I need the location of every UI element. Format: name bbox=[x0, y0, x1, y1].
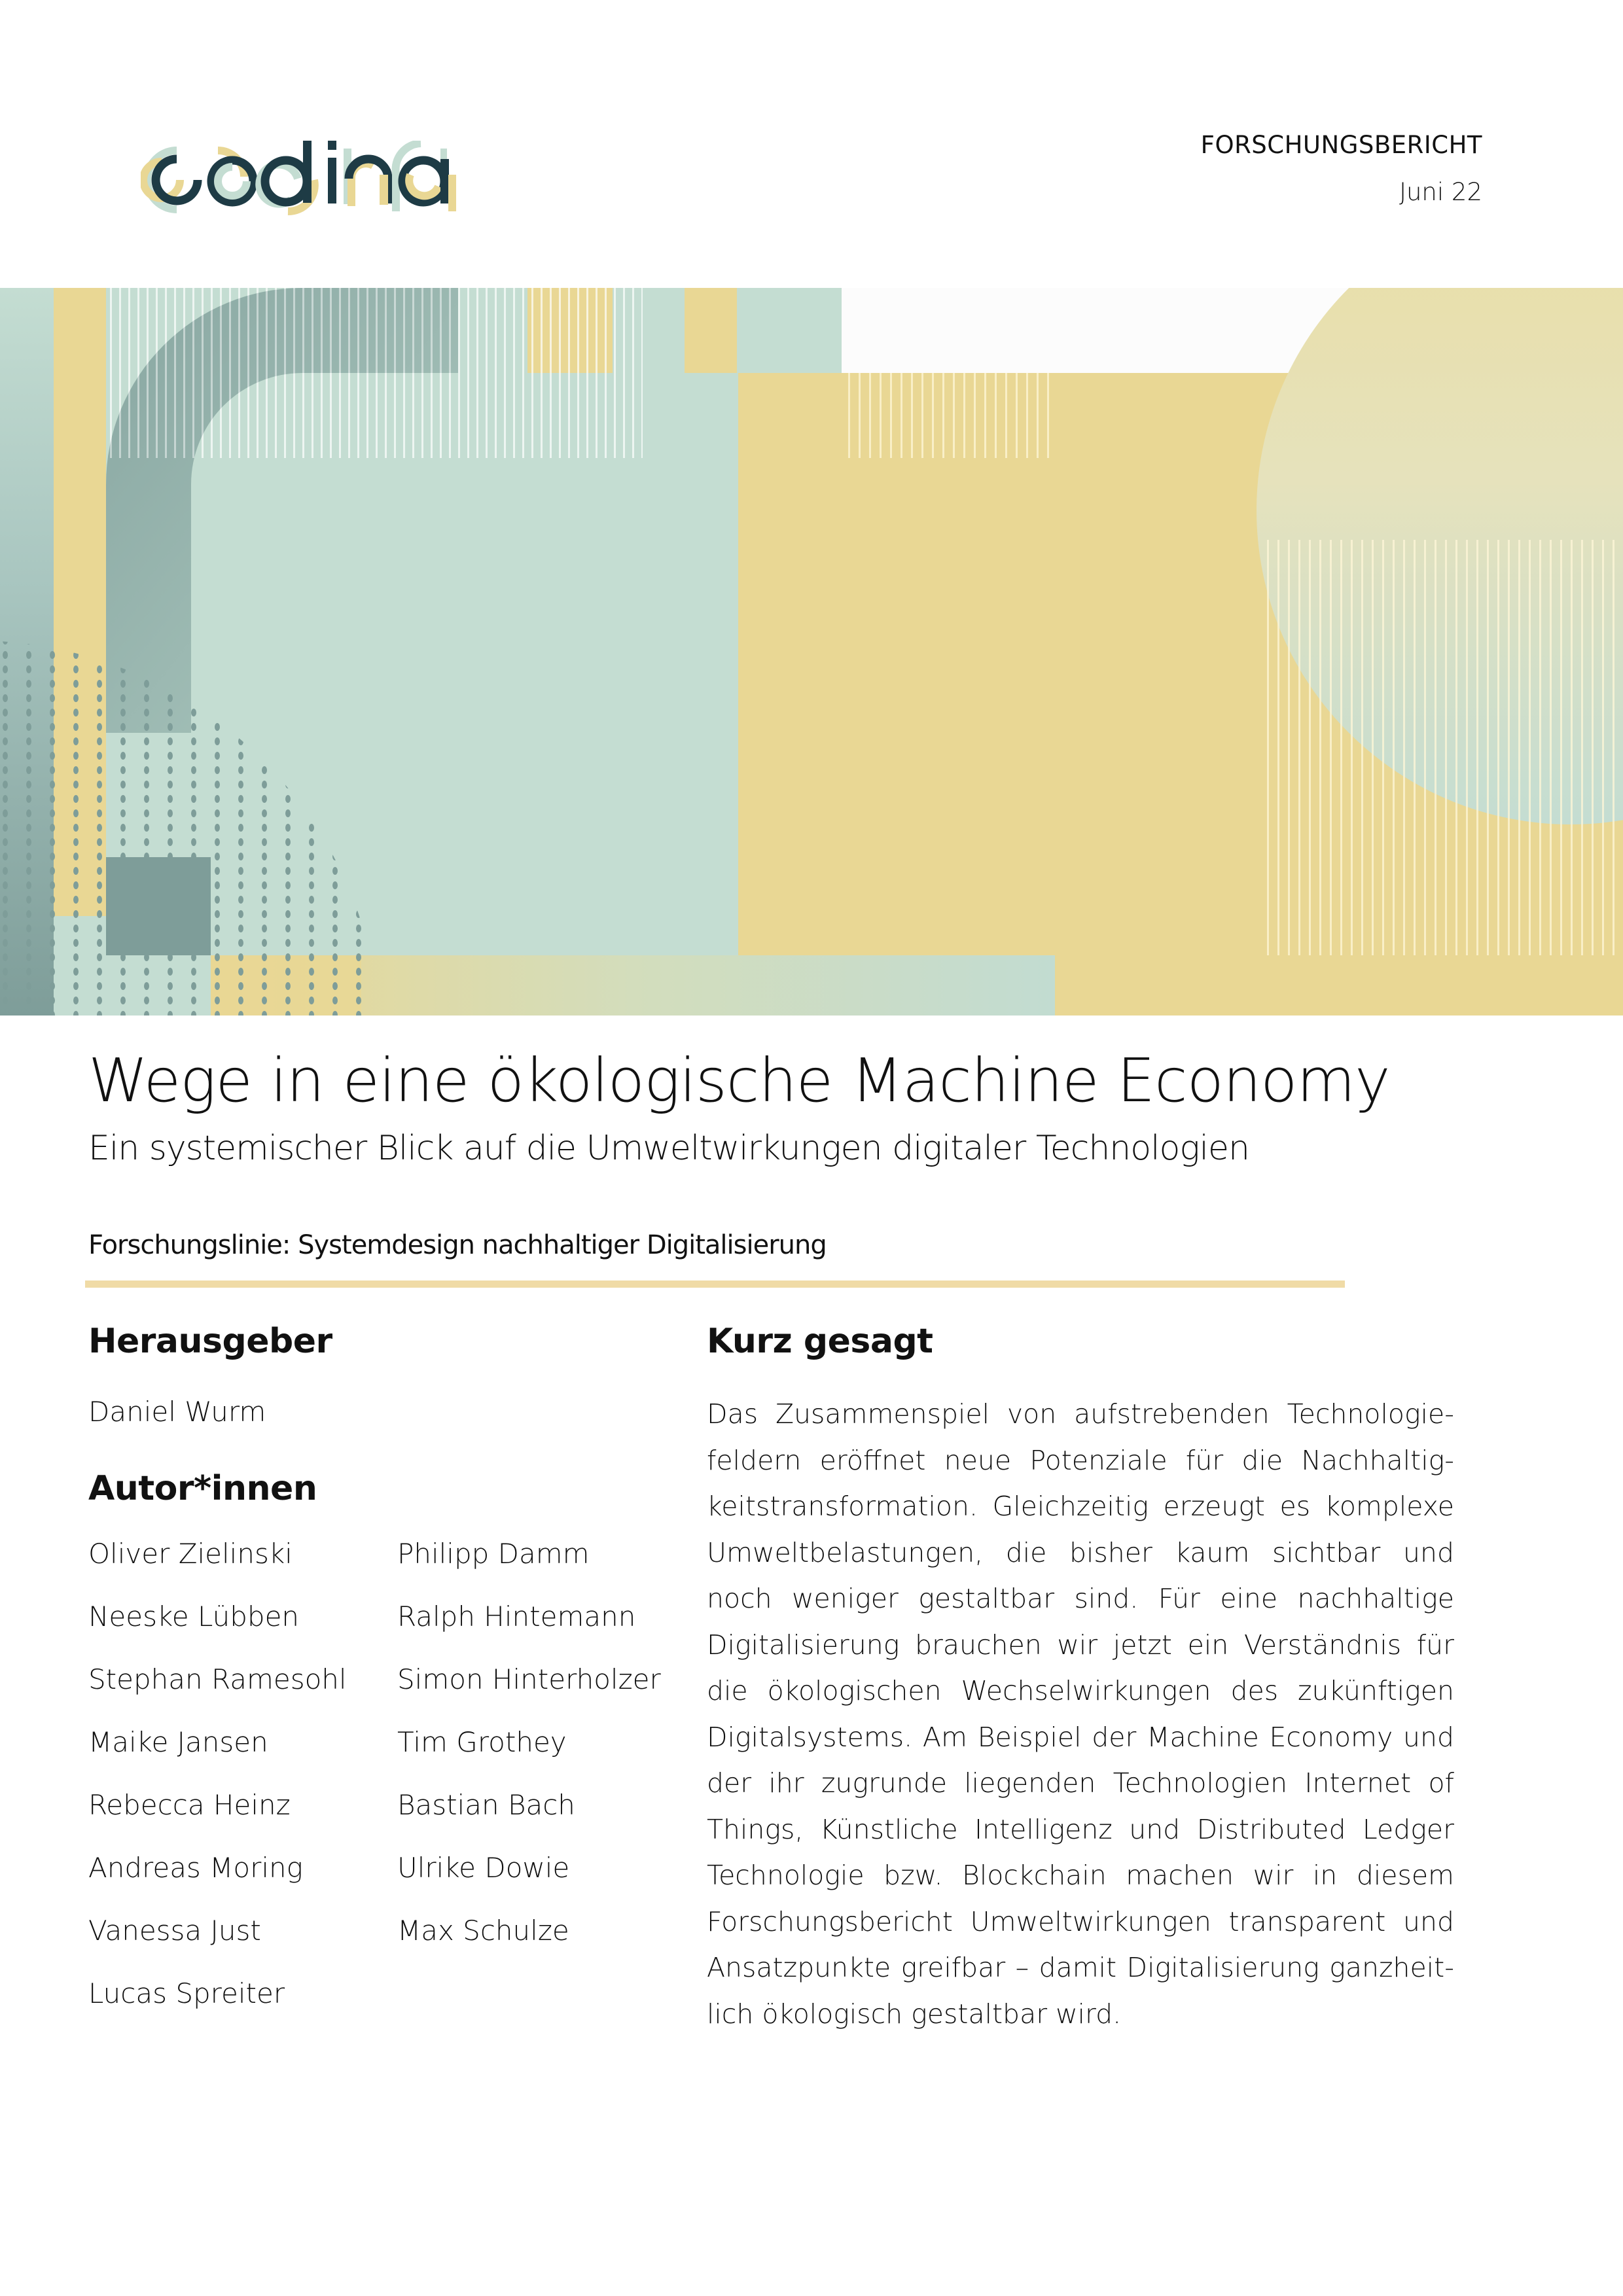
authors-heading: Autor*innen bbox=[88, 1469, 317, 1508]
author-name: Neeske Lübben bbox=[88, 1600, 300, 1633]
document-title: Wege in eine ökologische Machine Economy bbox=[88, 1046, 1390, 1116]
report-date: Juni 22 bbox=[1399, 178, 1482, 206]
author-name: Tim Grothey bbox=[397, 1726, 567, 1758]
summary-heading: Kurz gesagt bbox=[707, 1322, 933, 1361]
section-divider bbox=[85, 1280, 1345, 1288]
author-name: Ulrike Dowie bbox=[397, 1852, 570, 1884]
author-name: Ralph Hintemann bbox=[397, 1600, 636, 1633]
document-subtitle: Ein systemischer Blick auf die Umweltwirkungen digitaler Technologien bbox=[88, 1129, 1249, 1168]
author-name: Bastian Bach bbox=[397, 1789, 575, 1821]
author-name: Oliver Zielinski bbox=[88, 1538, 293, 1570]
author-name: Rebecca Heinz bbox=[88, 1789, 291, 1821]
author-name: Philipp Damm bbox=[397, 1538, 590, 1570]
cover-banner bbox=[0, 288, 1623, 1016]
author-name: Andreas Moring bbox=[88, 1852, 303, 1884]
logo-icon bbox=[141, 141, 474, 219]
publisher-heading: Herausgeber bbox=[88, 1322, 332, 1361]
codina-logo bbox=[141, 141, 474, 219]
report-type: FORSCHUNGSBERICHT bbox=[1200, 131, 1482, 159]
author-name: Max Schulze bbox=[397, 1915, 569, 1947]
author-name: Lucas Spreiter bbox=[88, 1977, 285, 2009]
author-name: Stephan Ramesohl bbox=[88, 1663, 347, 1695]
abstract-geometric-banner-icon bbox=[0, 288, 1623, 1016]
author-name: Vanessa Just bbox=[88, 1915, 261, 1947]
author-name: Maike Jansen bbox=[88, 1726, 268, 1758]
summary-text: Das Zusammenspiel von aufstrebenden Technologiefeldern eröffnet neue Potenziale für die Nachhaltigkeitstransformation. Gleichzeitig erzeugt es komplexe Umweltbelastungen, die bisher kaum sichtbar und noch weniger gestaltbar sind. Für eine nachhaltige Digitalisierung brauchen wir jetzt ein Verständnis für die ökologischen Wechselwirkungen des zukünftigen Digitalsystems. Am Beispiel der Machine Economy und der ihr zugrunde liegenden Technologien Internet of Things, Künstliche Intelligenz und Distributed Ledger Technologie bzw. Blockchain machen wir in diesem Forschungsbericht Umweltwirkungen transparent und Ansatzpunkte greifbar – damit Digitalisierung ganzheitlich ökologisch gestaltbar wird. bbox=[707, 1398, 1454, 2030]
author-name: Simon Hinterholzer bbox=[397, 1663, 661, 1695]
research-line: Forschungslinie: Systemdesign nachhaltiger Digitalisierung bbox=[88, 1230, 827, 1260]
publisher-name: Daniel Wurm bbox=[88, 1396, 266, 1428]
